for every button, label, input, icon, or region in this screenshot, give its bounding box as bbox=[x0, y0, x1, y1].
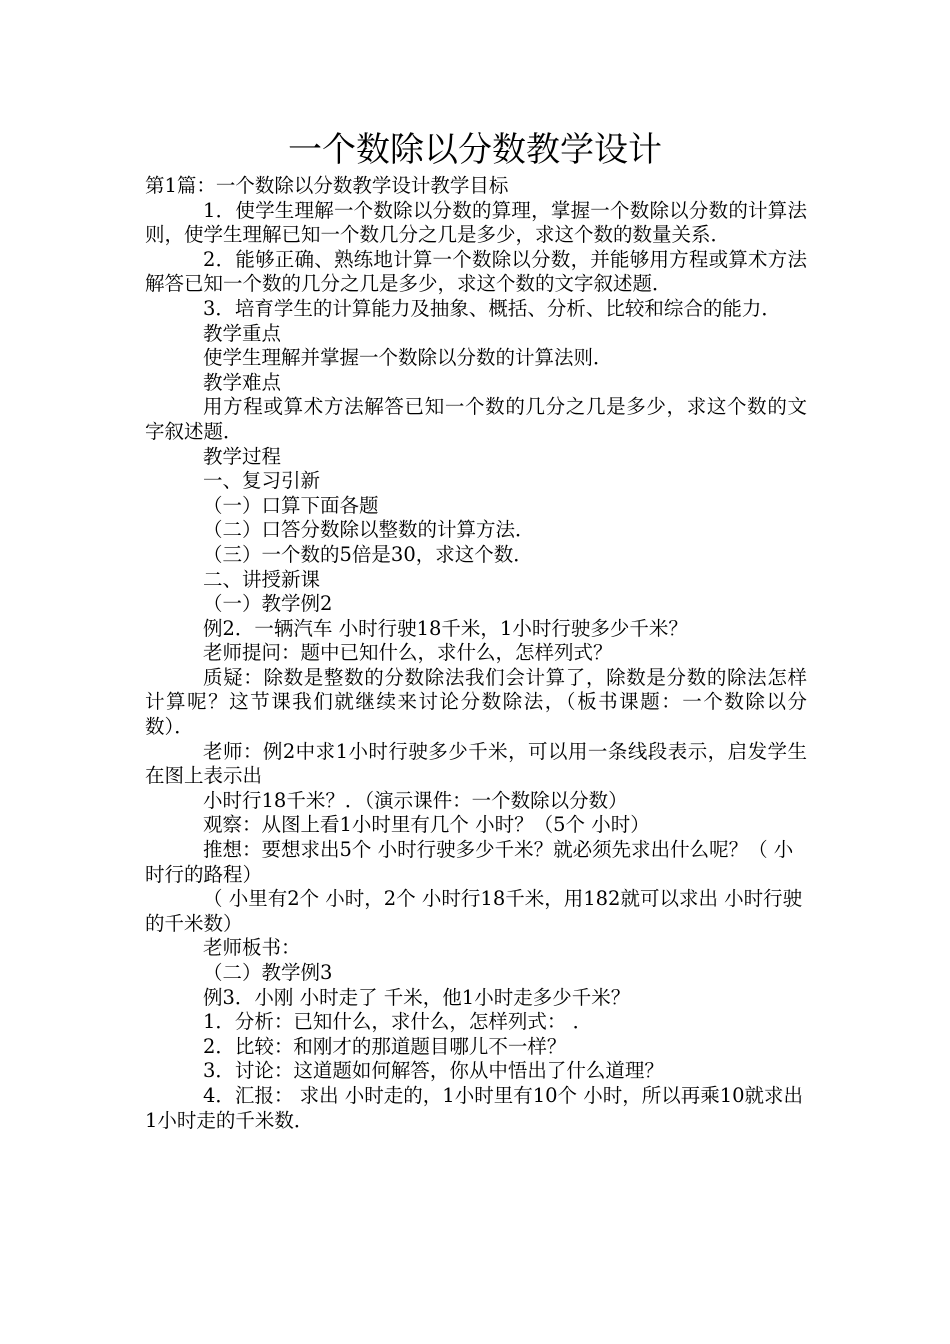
example-3-question: 例3．小刚 小时走了 千米，他1小时走多少千米？ bbox=[203, 985, 631, 1009]
teacher-question: 老师提问：题中已知什么，求什么，怎样列式？ bbox=[203, 641, 613, 665]
demo-courseware: 小时行18千米？．（演示课件：一个数除以分数） bbox=[203, 788, 628, 812]
step-discuss: 3．讨论：这道题如何解答，你从中悟出了什么道理？ bbox=[203, 1059, 664, 1083]
explanation-text: （ 小里有2个 小时，2个 小时行18千米，用182就可以求出 小时行驶的千米数） bbox=[145, 887, 803, 935]
review-item-3: （三）一个数的5倍是30，求这个数． bbox=[203, 542, 533, 566]
teacher-line-diagram: 老师：例2中求1小时行驶多少千米，可以用一条线段表示，启发学生在图上表示出 bbox=[145, 739, 807, 788]
new-lesson-heading: 二、讲授新课 bbox=[203, 567, 321, 591]
process-heading: 教学过程 bbox=[203, 444, 282, 468]
example-3-heading: （二）教学例3 bbox=[203, 961, 333, 984]
key-points-heading: 教学重点 bbox=[203, 321, 282, 345]
objective-3: 3．培育学生的计算能力及抽象、概括、分析、比较和综合的能力． bbox=[203, 296, 781, 320]
review-item-2: （二）口答分数除以整数的计算方法． bbox=[203, 518, 535, 542]
document-title: 一个数除以分数教学设计 bbox=[288, 130, 662, 170]
inquiry-text: 质疑：除数是整数的分数除法我们会计算了，除数是分数的除法怎样计算呢？这节课我们就继续来讨论分数除法，（板书课题：一个数除以分数）． bbox=[145, 665, 807, 739]
objective-1: 1．使学生理解一个数除以分数的算理，掌握一个数除以分数的计算法则，使学生理解已知一个数几分之几是多少，求这个数的数量关系． bbox=[145, 198, 807, 247]
example-2-question: 例2．一辆汽车 小时行驶18千米，1小时行驶多少千米？ bbox=[203, 616, 688, 640]
teacher-board: 老师板书： bbox=[203, 936, 301, 960]
objective-2: 2．能够正确、熟练地计算一个数除以分数，并能够用方程或算术方法解答已知一个数的几分之几是多少，求这个数的文字叙述题． bbox=[145, 247, 807, 296]
example-2-heading: （一）教学例2 bbox=[203, 592, 333, 616]
section-heading: 第1篇：一个数除以分数教学设计教学目标 bbox=[145, 174, 509, 197]
step-compare: 2．比较：和刚才的那道题目哪儿不一样？ bbox=[203, 1034, 567, 1058]
review-item-1: （一）口算下面各题 bbox=[203, 493, 379, 517]
difficulty-heading: 教学难点 bbox=[203, 370, 282, 394]
step-report: 4．汇报： 求出 小时走的，1小时里有10个 小时，所以再乘10就求出1小时走的千米数． bbox=[145, 1083, 804, 1132]
difficulty-text: 用方程或算术方法解答已知一个数的几分之几是多少，求这个数的文字叙述题． bbox=[145, 395, 807, 443]
review-heading: 一、复习引新 bbox=[203, 469, 321, 493]
document-body bbox=[145, 174, 807, 1133]
step-analysis: 1．分析：已知什么，求什么，怎样列式： ． bbox=[203, 1010, 593, 1034]
inference-text: 推想：要想求出5个 小时行驶多少千米？就必须先求出什么呢？（ 小时行的路程） bbox=[145, 838, 794, 886]
key-points-text: 使学生理解并掌握一个数除以分数的计算法则． bbox=[203, 346, 613, 370]
observation-text: 观察：从图上看1小时里有几个 小时？（5个 小时） bbox=[203, 813, 650, 837]
